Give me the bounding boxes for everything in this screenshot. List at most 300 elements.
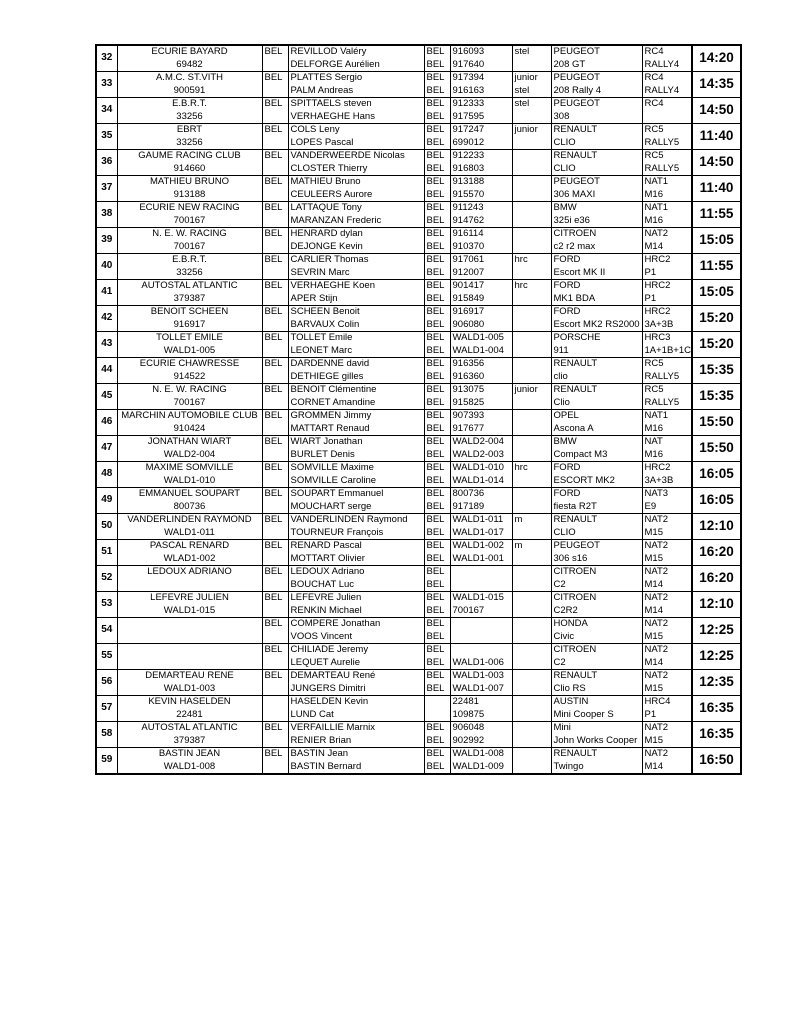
codriver-license: WALD1-004 xyxy=(452,344,504,356)
competitor-nationality: BEL xyxy=(262,410,288,436)
category-cell xyxy=(512,98,551,124)
car-class: M15 xyxy=(644,526,663,538)
car-group: NAT2 xyxy=(644,566,669,577)
car-class: M16 xyxy=(644,214,663,226)
car-model: c2 r2 max xyxy=(553,240,596,252)
competitor-nationality: BEL xyxy=(262,540,288,566)
crew-nationality-cell xyxy=(424,644,450,670)
license-cell xyxy=(450,488,512,514)
codriver-name: MOUCHART serge xyxy=(290,500,372,512)
codriver-name: CLOSTER Thierry xyxy=(290,162,368,174)
driver-category xyxy=(513,436,551,449)
car-group: RC5 xyxy=(644,358,664,369)
car-make: AUSTIN xyxy=(553,696,589,707)
codriver-category xyxy=(513,475,551,488)
codriver-nationality: BEL xyxy=(426,110,445,122)
start-number: 56 xyxy=(96,670,117,696)
car-model: C2R2 xyxy=(553,604,578,616)
codriver-category xyxy=(513,267,551,280)
competitor-license: 69482 xyxy=(176,58,203,70)
table-row xyxy=(96,592,741,618)
driver-nationality: BEL xyxy=(426,254,445,265)
start-number: 37 xyxy=(96,176,117,202)
crew-cell xyxy=(288,644,424,670)
competitor-name xyxy=(118,618,262,631)
start-number: 59 xyxy=(96,748,117,775)
category-cell xyxy=(512,228,551,254)
car-model: clio xyxy=(553,370,568,382)
competitor-club-cell xyxy=(117,410,262,436)
start-time: 14:35 xyxy=(692,72,741,98)
competitor-club-cell xyxy=(117,722,262,748)
competitor-club-cell xyxy=(117,306,262,332)
competitor-name: LEDOUX ADRIANO xyxy=(147,566,232,577)
license-cell xyxy=(450,280,512,306)
codriver-nationality: BEL xyxy=(426,760,445,772)
car-cell xyxy=(551,566,642,592)
driver-name: COLS Leny xyxy=(290,124,340,135)
car-group: NAT1 xyxy=(644,202,669,213)
car-group: NAT1 xyxy=(644,176,669,187)
car-cell xyxy=(551,228,642,254)
start-number: 43 xyxy=(96,332,117,358)
class-cell xyxy=(642,358,692,384)
driver-nationality: BEL xyxy=(426,72,445,83)
class-cell xyxy=(642,280,692,306)
car-cell xyxy=(551,280,642,306)
class-cell xyxy=(642,722,692,748)
start-time: 11:55 xyxy=(692,202,741,228)
driver-license: 916093 xyxy=(452,46,485,57)
category-cell xyxy=(512,592,551,618)
codriver-category xyxy=(513,735,551,748)
competitor-club-cell xyxy=(117,124,262,150)
class-cell xyxy=(642,98,692,124)
driver-nationality: BEL xyxy=(426,176,445,187)
driver-name: SPITTAELS steven xyxy=(290,98,372,109)
driver-nationality: BEL xyxy=(426,124,445,135)
codriver-nationality: BEL xyxy=(426,474,445,486)
car-class: M14 xyxy=(644,656,663,668)
car-class: M15 xyxy=(644,734,663,746)
codriver-nationality: BEL xyxy=(426,58,445,70)
table-row xyxy=(96,280,741,306)
car-make: BMW xyxy=(553,202,577,213)
codriver-name: SEVRIN Marc xyxy=(290,266,350,278)
table-row xyxy=(96,72,741,98)
codriver-name: DETHIEGE gilles xyxy=(290,370,364,382)
driver-category: junior xyxy=(514,124,538,135)
codriver-category xyxy=(513,553,551,566)
driver-license xyxy=(451,566,512,579)
car-make: OPEL xyxy=(553,410,579,421)
license-cell xyxy=(450,98,512,124)
driver-nationality: BEL xyxy=(426,618,445,629)
driver-license: WALD1-015 xyxy=(452,592,504,603)
start-time: 16:05 xyxy=(692,462,741,488)
crew-nationality-cell xyxy=(424,45,450,72)
start-time: 15:50 xyxy=(692,410,741,436)
car-cell xyxy=(551,410,642,436)
competitor-license: 379387 xyxy=(173,292,206,304)
car-model: 308 xyxy=(553,110,570,122)
crew-nationality-cell xyxy=(424,384,450,410)
start-number: 34 xyxy=(96,98,117,124)
codriver-license: WALD2-003 xyxy=(452,448,504,460)
driver-name: LEDOUX Adriano xyxy=(290,566,365,577)
start-time: 11:40 xyxy=(692,176,741,202)
table-row xyxy=(96,462,741,488)
car-model: 911 xyxy=(553,344,569,356)
competitor-name: DEMARTEAU RENE xyxy=(145,670,234,681)
class-cell xyxy=(642,618,692,644)
class-cell xyxy=(642,748,692,775)
car-cell xyxy=(551,618,642,644)
car-model: Clio RS xyxy=(553,682,586,694)
class-cell xyxy=(642,514,692,540)
codriver-name: RENIER Brian xyxy=(290,734,352,746)
car-cell xyxy=(551,176,642,202)
driver-license: 906048 xyxy=(452,722,485,733)
category-cell xyxy=(512,462,551,488)
competitor-club-cell xyxy=(117,540,262,566)
table-row xyxy=(96,514,741,540)
category-cell xyxy=(512,540,551,566)
car-class: P1 xyxy=(644,266,657,278)
competitor-nationality: BEL xyxy=(262,436,288,462)
start-time: 14:50 xyxy=(692,150,741,176)
driver-nationality: BEL xyxy=(426,306,445,317)
car-make: CITROEN xyxy=(553,644,597,655)
start-time: 15:35 xyxy=(692,358,741,384)
car-model: C2 xyxy=(553,656,566,668)
competitor-nationality: BEL xyxy=(262,488,288,514)
codriver-license: 917640 xyxy=(452,58,485,70)
category-cell xyxy=(512,514,551,540)
crew-nationality-cell xyxy=(424,436,450,462)
competitor-nationality: BEL xyxy=(262,358,288,384)
category-cell xyxy=(512,280,551,306)
class-cell xyxy=(642,384,692,410)
driver-nationality: BEL xyxy=(426,98,445,109)
competitor-club-cell xyxy=(117,228,262,254)
crew-nationality-cell xyxy=(424,410,450,436)
class-cell xyxy=(642,228,692,254)
competitor-license: WALD1-010 xyxy=(163,474,216,486)
car-make: Mini xyxy=(553,722,571,733)
codriver-nationality xyxy=(425,709,450,722)
car-group: NAT2 xyxy=(644,644,669,655)
competitor-name: E.B.R.T. xyxy=(172,254,207,265)
crew-cell xyxy=(288,566,424,592)
driver-license: WALD1-008 xyxy=(452,748,504,759)
competitor-nationality: BEL xyxy=(262,176,288,202)
driver-license xyxy=(451,644,512,657)
driver-nationality: BEL xyxy=(426,280,445,291)
table-row xyxy=(96,410,741,436)
start-time: 12:35 xyxy=(692,670,741,696)
crew-cell xyxy=(288,228,424,254)
table-row xyxy=(96,696,741,722)
driver-license xyxy=(451,618,512,631)
driver-category xyxy=(513,566,551,579)
class-cell xyxy=(642,488,692,514)
class-cell xyxy=(642,176,692,202)
codriver-license: WALD1-014 xyxy=(452,474,504,486)
competitor-license xyxy=(118,657,262,670)
table-row xyxy=(96,644,741,670)
entry-list-sheet xyxy=(95,44,740,775)
car-model: CLIO xyxy=(553,526,576,538)
codriver-name: LOPES Pascal xyxy=(290,136,354,148)
driver-name: SOUPART Emmanuel xyxy=(290,488,384,499)
start-number: 51 xyxy=(96,540,117,566)
car-model: 325i e36 xyxy=(553,214,590,226)
codriver-name: RENKIN Michael xyxy=(290,604,362,616)
start-number: 58 xyxy=(96,722,117,748)
driver-name: BENOIT Clémentine xyxy=(290,384,377,395)
car-cell xyxy=(551,124,642,150)
car-make: FORD xyxy=(553,254,581,265)
codriver-category xyxy=(513,319,551,332)
driver-license: WALD1-005 xyxy=(452,332,504,343)
start-time: 12:25 xyxy=(692,618,741,644)
crew-nationality-cell xyxy=(424,332,450,358)
driver-name: RENARD Pascal xyxy=(290,540,362,551)
start-number: 38 xyxy=(96,202,117,228)
driver-category xyxy=(513,332,551,345)
car-group: RC4 xyxy=(644,72,664,83)
table-row xyxy=(96,722,741,748)
entry-rows xyxy=(96,45,741,774)
car-group: NAT1 xyxy=(644,410,669,421)
driver-name: GROMMEN Jimmy xyxy=(290,410,372,421)
crew-cell xyxy=(288,98,424,124)
start-time: 14:20 xyxy=(692,45,741,72)
competitor-name: PASCAL RENARD xyxy=(149,540,230,551)
driver-category: stel xyxy=(514,98,530,109)
codriver-name: MARANZAN Frederic xyxy=(290,214,382,226)
codriver-name: BOUCHAT Luc xyxy=(290,578,355,590)
codriver-nationality: BEL xyxy=(426,84,445,96)
license-cell xyxy=(450,670,512,696)
start-time: 16:50 xyxy=(692,748,741,775)
start-number: 33 xyxy=(96,72,117,98)
car-model: 208 GT xyxy=(553,58,586,70)
car-group: NAT2 xyxy=(644,592,669,603)
car-group: NAT2 xyxy=(644,722,669,733)
codriver-name: DELFORGE Aurélien xyxy=(290,58,380,70)
car-make: RENAULT xyxy=(553,748,598,759)
car-cell xyxy=(551,436,642,462)
car-group: NAT2 xyxy=(644,670,669,681)
license-cell xyxy=(450,358,512,384)
competitor-nationality: BEL xyxy=(262,306,288,332)
codriver-license: 912007 xyxy=(452,266,485,278)
crew-nationality-cell xyxy=(424,540,450,566)
crew-nationality-cell xyxy=(424,748,450,775)
class-cell xyxy=(642,644,692,670)
competitor-nationality xyxy=(262,696,288,722)
license-cell xyxy=(450,254,512,280)
driver-category xyxy=(513,176,551,189)
codriver-license: WALD1-017 xyxy=(452,526,504,538)
codriver-name: JUNGERS Dimitri xyxy=(290,682,366,694)
codriver-category xyxy=(513,423,551,436)
driver-category xyxy=(513,358,551,371)
crew-nationality-cell xyxy=(424,280,450,306)
start-number: 49 xyxy=(96,488,117,514)
codriver-nationality: BEL xyxy=(426,682,445,694)
crew-cell xyxy=(288,514,424,540)
category-cell xyxy=(512,124,551,150)
start-time: 15:20 xyxy=(692,332,741,358)
car-model: Clio xyxy=(553,396,570,408)
table-row xyxy=(96,488,741,514)
crew-cell xyxy=(288,748,424,775)
driver-name: LATTAQUE Tony xyxy=(290,202,362,213)
codriver-category xyxy=(513,241,551,254)
class-cell xyxy=(642,306,692,332)
table-row xyxy=(96,254,741,280)
crew-cell xyxy=(288,410,424,436)
competitor-nationality: BEL xyxy=(262,280,288,306)
car-class xyxy=(643,111,692,124)
competitor-name: N. E. W. RACING xyxy=(152,228,227,239)
car-model: 306 s16 xyxy=(553,552,588,564)
driver-name: CARLIER Thomas xyxy=(290,254,369,265)
driver-category: hrc xyxy=(514,280,528,291)
license-cell xyxy=(450,150,512,176)
codriver-license: 902992 xyxy=(452,734,485,746)
license-cell xyxy=(450,540,512,566)
license-cell xyxy=(450,306,512,332)
codriver-category xyxy=(513,59,551,72)
car-make: RENAULT xyxy=(553,670,598,681)
car-group: RC5 xyxy=(644,150,664,161)
car-cell xyxy=(551,514,642,540)
codriver-name: TOURNEUR François xyxy=(290,526,384,538)
license-cell xyxy=(450,72,512,98)
car-cell xyxy=(551,696,642,722)
competitor-club-cell xyxy=(117,280,262,306)
driver-nationality: BEL xyxy=(426,202,445,213)
driver-name: VERFAILLIE Marnix xyxy=(290,722,375,733)
table-row xyxy=(96,566,741,592)
car-cell xyxy=(551,150,642,176)
car-make: RENAULT xyxy=(553,150,598,161)
competitor-name: E.B.R.T. xyxy=(172,98,207,109)
car-make: PEUGEOT xyxy=(553,72,600,83)
driver-category: junior xyxy=(514,72,538,83)
crew-nationality-cell xyxy=(424,358,450,384)
driver-license: 912333 xyxy=(452,98,485,109)
driver-category: stel xyxy=(514,46,530,57)
car-group: NAT3 xyxy=(644,488,669,499)
driver-category xyxy=(513,488,551,501)
codriver-nationality: BEL xyxy=(426,370,445,382)
driver-name: SCHEEN Benoit xyxy=(290,306,360,317)
category-cell xyxy=(512,72,551,98)
competitor-license: 900591 xyxy=(173,84,206,96)
table-row xyxy=(96,748,741,775)
competitor-club-cell xyxy=(117,150,262,176)
crew-nationality-cell xyxy=(424,566,450,592)
car-make: FORD xyxy=(553,488,581,499)
competitor-nationality: BEL xyxy=(262,72,288,98)
codriver-name: VERHAEGHE Hans xyxy=(290,110,375,122)
codriver-name: CORNET Amandine xyxy=(290,396,376,408)
car-class: M15 xyxy=(644,682,663,694)
start-number: 45 xyxy=(96,384,117,410)
codriver-category xyxy=(513,163,551,176)
category-cell xyxy=(512,176,551,202)
table-row xyxy=(96,306,741,332)
license-cell xyxy=(450,332,512,358)
driver-nationality: BEL xyxy=(426,592,445,603)
competitor-license: 916917 xyxy=(173,318,206,330)
driver-category xyxy=(513,618,551,631)
car-make: PEUGEOT xyxy=(553,98,600,109)
competitor-club-cell xyxy=(117,332,262,358)
class-cell xyxy=(642,670,692,696)
competitor-club-cell xyxy=(117,45,262,72)
start-time: 15:50 xyxy=(692,436,741,462)
start-time: 16:05 xyxy=(692,488,741,514)
codriver-category xyxy=(513,371,551,384)
competitor-name: AUTOSTAL ATLANTIC xyxy=(141,280,238,291)
category-cell xyxy=(512,384,551,410)
car-cell xyxy=(551,462,642,488)
start-time: 15:05 xyxy=(692,280,741,306)
competitor-license: WALD1-005 xyxy=(163,344,216,356)
codriver-license: 700167 xyxy=(452,604,485,616)
car-cell xyxy=(551,72,642,98)
car-class: P1 xyxy=(644,292,657,304)
crew-cell xyxy=(288,488,424,514)
codriver-name: CEULEERS Aurore xyxy=(290,188,373,200)
car-group: HRC2 xyxy=(644,462,671,473)
license-cell xyxy=(450,410,512,436)
car-class: RALLY5 xyxy=(644,136,680,148)
car-class: RALLY4 xyxy=(644,58,680,70)
competitor-license xyxy=(118,579,262,592)
competitor-nationality: BEL xyxy=(262,45,288,72)
competitor-name: A.M.C. ST.VITH xyxy=(155,72,224,83)
crew-cell xyxy=(288,150,424,176)
codriver-category xyxy=(513,657,551,670)
competitor-name: BASTIN JEAN xyxy=(158,748,221,759)
codriver-category xyxy=(513,501,551,514)
driver-nationality: BEL xyxy=(426,150,445,161)
competitor-nationality: BEL xyxy=(262,748,288,775)
start-number: 40 xyxy=(96,254,117,280)
competitor-club-cell xyxy=(117,592,262,618)
competitor-name: MATHIEU BRUNO xyxy=(150,176,229,187)
car-group: HRC2 xyxy=(644,306,671,317)
codriver-nationality: BEL xyxy=(426,630,445,642)
driver-name: WIART Jonathan xyxy=(290,436,363,447)
driver-name: HASELDEN Kevin xyxy=(290,696,369,707)
license-cell xyxy=(450,176,512,202)
codriver-name: APER Stijn xyxy=(290,292,338,304)
car-group: RC4 xyxy=(644,46,664,57)
crew-cell xyxy=(288,592,424,618)
table-row xyxy=(96,436,741,462)
start-number: 52 xyxy=(96,566,117,592)
codriver-nationality: BEL xyxy=(426,266,445,278)
codriver-name: VOOS Vincent xyxy=(290,630,353,642)
